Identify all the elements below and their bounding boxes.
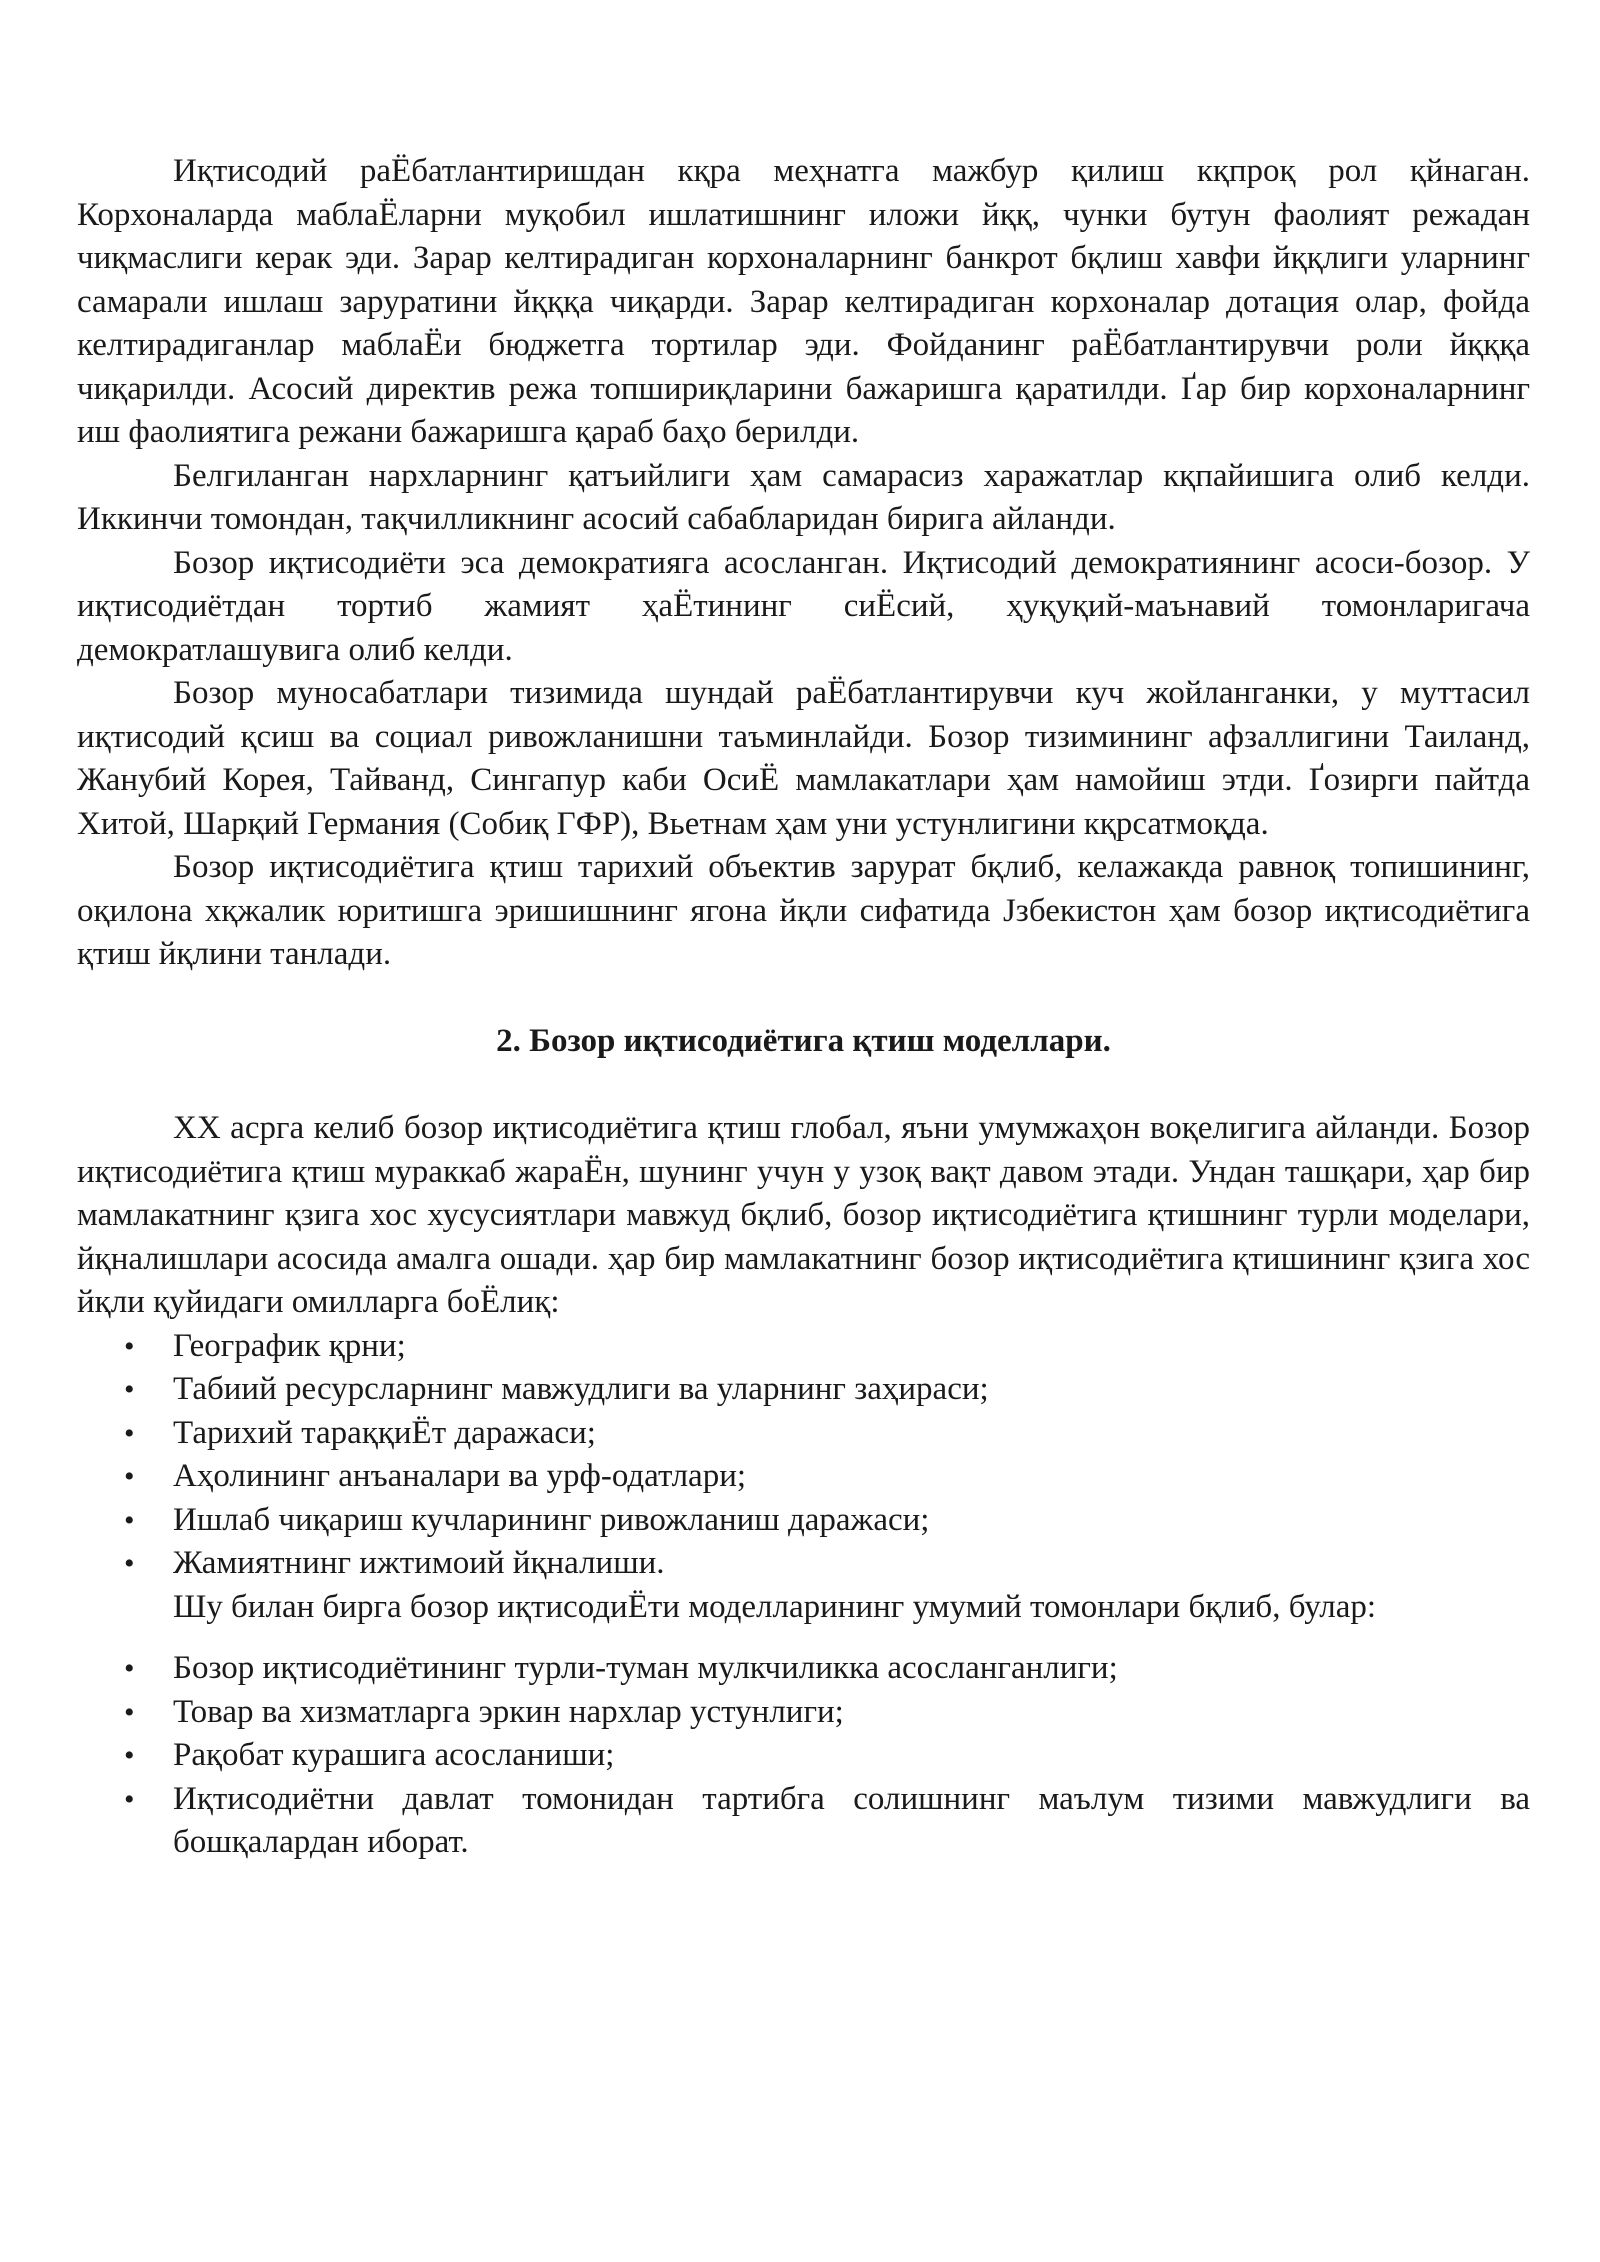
- paragraph-incentives: Иқтисодий раЁбатлантиришдан кқра меҳнатга мажбур қилиш кқпроқ рол қйнаган. Корхоналарда маблаЁларни муқобил ишлатишнинг иложи йққ, чунки бутун фаолият режадан чиқмаслиги керак эди. Зарар келтирадиган корхоналарнинг банкрот бқлиш хавфи йққлиги уларнинг самарали ишлаш заруратини йқққа чиқарди. Зарар келтирадиган корхоналар дотация олар, фойда келтирадиганлар маблаЁи бюджетга тортилар эди. Фойданинг раЁбатлантирувчи роли йқққа чиқарилди. Асосий директив режа топшириқларини бажаришга қаратилди. Ґар бир корхоналарнинг иш фаолиятига режани бажаришга қараб баҳо берилди.: [77, 153, 1530, 450]
- bullet-icon: •: [124, 1416, 135, 1450]
- list-item: [77, 1455, 1530, 1499]
- list-item: [77, 1647, 1530, 1691]
- paragraph-market-democracy: Бозор иқтисодиёти эса демократияга асосланган. Иқтисодий демократиянинг асоси-бозор. У иқтисодиётдан тортиб жамият ҳаЁтининг сиЁсий, ҳуқуқий-маънавий томонларигача демократлашувига олиб келди.: [77, 544, 1530, 668]
- factors-list: [77, 1325, 1530, 1586]
- list-item: [77, 1499, 1530, 1543]
- paragraph-common-features: Шу билан бирга бозор иқтисодиЁти моделларининг умумий томонлари бқлиб, булар:: [173, 1588, 1377, 1625]
- list-item-text: Бозор иқтисодиётининг турли-туман мулкчиликка асосланганлиги;: [173, 1650, 1118, 1686]
- list-item-text: Иқтисодиётни давлат томонидан тартибга солишнинг маълум тизими мавжудлиги ва бошқалардан иборат.: [173, 1780, 1530, 1860]
- list-item: [77, 1412, 1530, 1456]
- bullet-icon: •: [124, 1460, 135, 1493]
- paragraph-market-relations: Бозор муносабатлари тизимида шундай раЁбатлантирувчи куч жойланганки, у муттасил иқтисодий қсиш ва социал ривожланишни таъминлайди. Бозор тизимининг афзаллигини Таиланд, Жанубий Корея, Тайванд, Сингапур каби ОсиЁ мамлакатлари ҳам намойиш этди. Ґозирги пайтда Хитой, Шарқий Германия (Собиқ ГФР), Вьетнам ҳам уни устунлигини кқрсатмоқда.: [77, 675, 1530, 842]
- list-item-text: Аҳолининг анъаналари ва урф-одатлари;: [173, 1458, 747, 1494]
- list-item: [77, 1542, 1530, 1586]
- list-item-text: Рақобат курашига асосланиши;: [173, 1737, 615, 1773]
- list-item: [77, 1734, 1530, 1778]
- list-item-text: Географик қрни;: [173, 1327, 406, 1364]
- bullet-icon: •: [124, 1547, 135, 1580]
- document-page: [77, 150, 1530, 1865]
- paragraph-fixed-prices: Белгиланган нархларнинг қатъийлиги ҳам самарасиз харажатлар кқпайишига олиб келди. Иккинчи томондан, тақчилликнинг асосий сабабларидан бирига айланди.: [77, 457, 1530, 537]
- bullet-icon: •: [124, 1782, 135, 1816]
- spacer: [77, 1629, 1530, 1647]
- bullet-icon: •: [124, 1329, 135, 1363]
- section-heading: 2. Бозор иқтисодиётига қтиш моделлари.: [496, 1022, 1111, 1059]
- bullet-icon: •: [124, 1739, 135, 1772]
- list-item-text: Тарихий тараққиЁт даражаси;: [173, 1414, 596, 1451]
- list-item-text: Товар ва хизматларга эркин нархлар устунлиги;: [173, 1693, 844, 1730]
- common-features-list: [77, 1647, 1530, 1865]
- bullet-icon: •: [124, 1652, 135, 1685]
- bullet-icon: •: [124, 1373, 135, 1406]
- paragraph-transition-models: ХХ асрга келиб бозор иқтисодиётига қтиш глобал, яъни умумжаҳон воқелигига айланди. Бозор иқтисодиётига қтиш мураккаб жараЁн, шунинг учун у узоқ вақт давом этади. Ундан ташқари, ҳар бир мамлакатнинг қзига хос хусусиятлари мавжуд бқлиб, бозор иқтисодиётига қтишнинг турли моделари, йқналишлари асосида амалга ошади. ҳар бир мамлакатнинг бозор иқтисодиётига қтишининг қзига хос йқли қуйидаги омилларга боЁлиқ:: [77, 1110, 1530, 1320]
- bullet-icon: •: [124, 1695, 135, 1729]
- list-item-text: Ишлаб чиқариш кучларининг ривожланиш даражаси;: [173, 1501, 930, 1538]
- list-item: [77, 1325, 1530, 1369]
- bullet-icon: •: [124, 1503, 135, 1537]
- list-item: [77, 1778, 1530, 1865]
- list-item-text: Табиий ресурсларнинг мавжудлиги ва уларнинг заҳираси;: [173, 1371, 989, 1407]
- list-item: [77, 1368, 1530, 1412]
- list-item-text: Жамиятнинг ижтимоий йқналиши.: [173, 1545, 665, 1581]
- list-item: [77, 1691, 1530, 1735]
- paragraph-uzbekistan-choice: Бозор иқтисодиётига қтиш тарихий объектив зарурат бқлиб, келажакда равноқ топишининг, оқилона хқжалик юритишга эришишнинг ягона йқли сифатида Јзбекистон ҳам бозор иқтисодиётига қтиш йқлини танлади.: [77, 849, 1530, 972]
